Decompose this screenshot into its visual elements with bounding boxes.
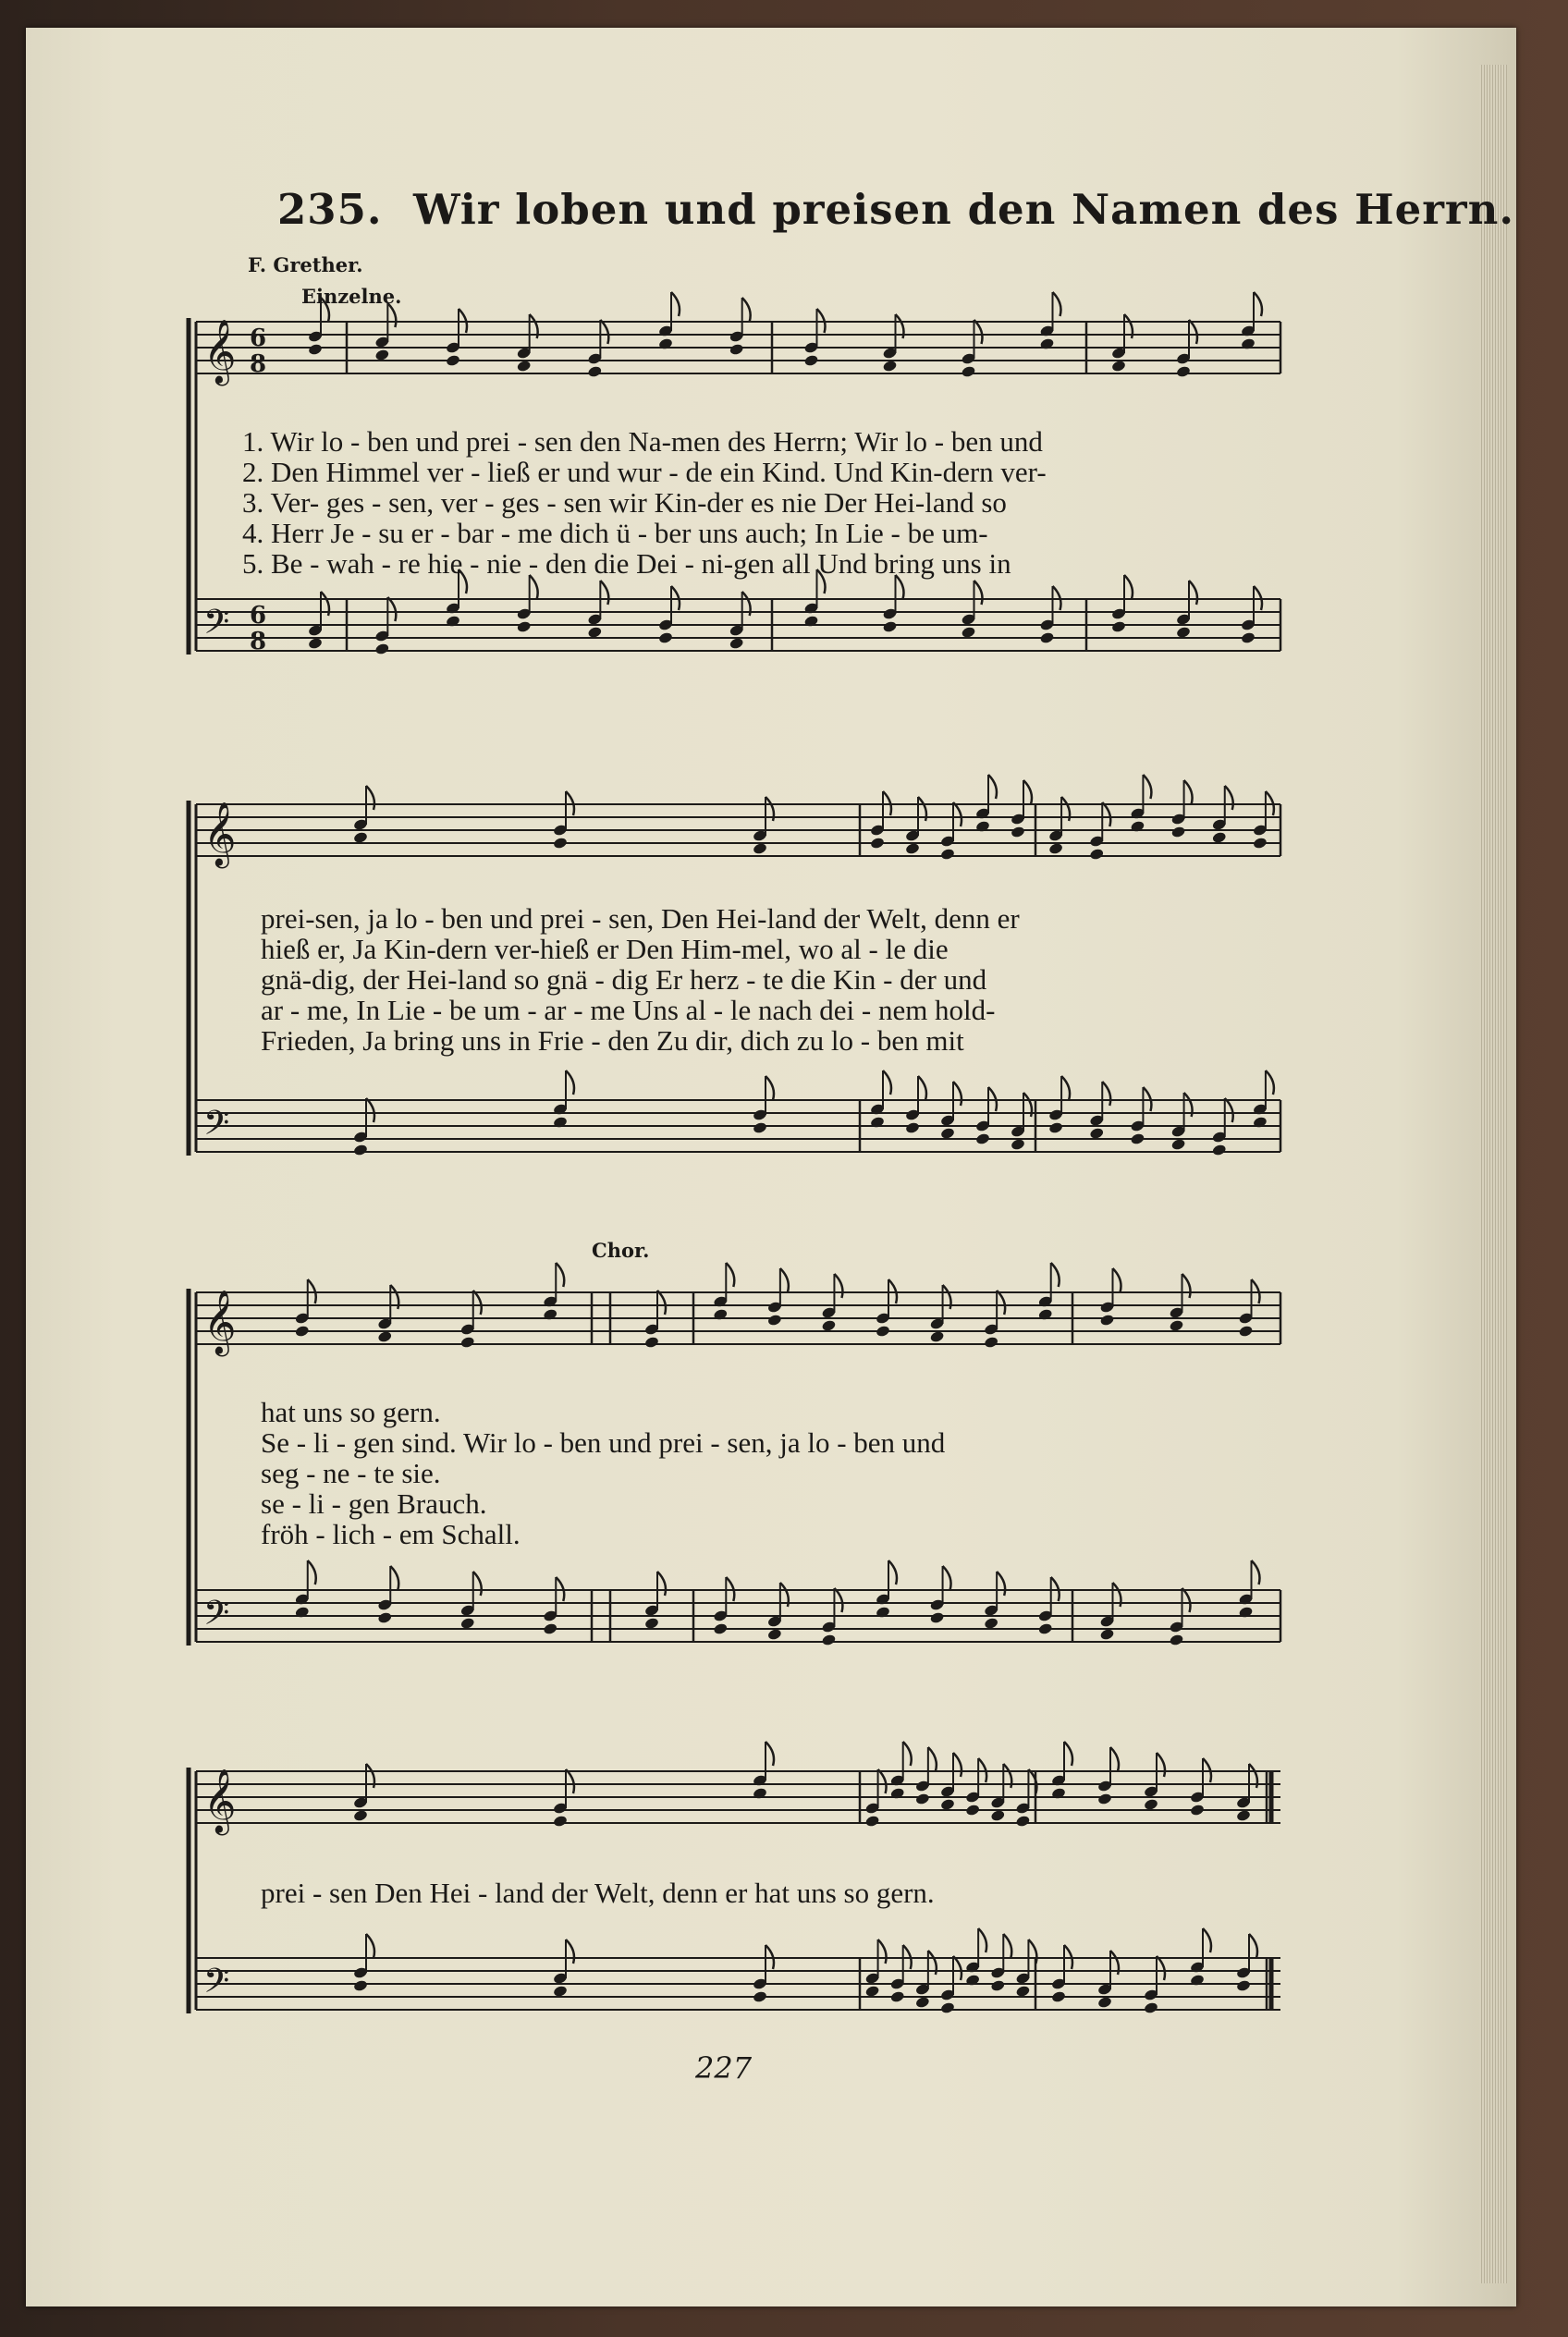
system1-treble-notehead xyxy=(961,365,976,378)
system4-bass-notehead xyxy=(553,1985,569,1998)
system4-bass-flag xyxy=(878,1939,887,1964)
system3-treble-flag xyxy=(997,1291,1005,1315)
lyric-line: 2. Den Himmel ver - ließ er und wur - de ein Kind. Und Kin-dern ver- xyxy=(242,456,1047,488)
system1-treble-flag xyxy=(1189,320,1197,344)
system4-treble-clef-icon: 𝄞 xyxy=(203,1768,237,1833)
system4-treble-flag xyxy=(1157,1753,1165,1777)
system4-treble-flag xyxy=(903,1742,912,1766)
system3-bass-clef-icon: 𝄢 xyxy=(203,1594,230,1641)
lyric-line: hat uns so gern. xyxy=(261,1396,441,1428)
system4-bass-flag xyxy=(566,1939,574,1964)
system2-treble-notehead xyxy=(753,842,768,855)
system2-treble-flag xyxy=(1184,780,1193,804)
system4-treble-flag xyxy=(1064,1742,1072,1766)
system2-bass-flag xyxy=(953,1082,962,1106)
lyric-line: prei - sen Den Hei - land der Welt, denn er hat uns so gern. xyxy=(261,1877,935,1909)
system2-treble-notehead xyxy=(1011,826,1026,838)
system1-treble-notehead xyxy=(729,343,744,356)
system1-bass-notehead xyxy=(729,637,744,650)
system3-bass-notehead xyxy=(984,1617,999,1630)
system4-bass-flag xyxy=(1157,1956,1165,1980)
system3-treble-clef-icon: 𝄞 xyxy=(203,1290,237,1354)
system2-bass-notehead xyxy=(975,1132,991,1145)
system2-bass-flag xyxy=(366,1098,374,1122)
system2-bass-flag xyxy=(766,1076,774,1100)
system1-bass-notehead xyxy=(658,631,674,644)
system2-bass-notehead xyxy=(753,1121,768,1134)
system2-treble-flag xyxy=(366,786,374,810)
voice-marking: Einzelne. xyxy=(301,285,402,308)
system2-treble-notehead xyxy=(353,831,369,844)
system1-treble-flag xyxy=(600,320,608,344)
hymn-number: 235. xyxy=(277,185,383,234)
system2-treble-notehead xyxy=(1253,837,1268,850)
system4-treble-notehead xyxy=(1097,1793,1113,1805)
system2-treble-notehead xyxy=(940,848,956,861)
system1-time-sig: 6 xyxy=(250,324,267,352)
lyric-line: seg - ne - te sie. xyxy=(261,1457,441,1489)
system3-bass-flag xyxy=(943,1566,951,1590)
system2-treble-notehead xyxy=(553,837,569,850)
system3-bass-notehead xyxy=(821,1633,837,1646)
system3-bass-notehead xyxy=(929,1611,945,1624)
system1-bass-notehead xyxy=(516,620,532,633)
system3-bass-flag xyxy=(308,1560,316,1585)
system2-treble-notehead xyxy=(1089,848,1105,861)
system4-bass-flag xyxy=(1203,1928,1211,1952)
system3-treble-notehead xyxy=(929,1330,945,1343)
system4-treble-notehead xyxy=(553,1815,569,1828)
lyric-line: 3. Ver- ges - sen, ver - ges - sen wir Kin-der es nie Der Hei-land so xyxy=(242,486,1007,519)
system1-bass-notehead xyxy=(587,626,603,639)
system3-treble-flag xyxy=(726,1263,734,1287)
system2-treble-clef-icon: 𝄞 xyxy=(203,801,237,866)
system4-treble-notehead xyxy=(1190,1804,1206,1817)
system3-treble-flag xyxy=(780,1268,789,1292)
system1-treble-flag xyxy=(742,298,751,322)
system1-bass-notehead xyxy=(1039,631,1055,644)
system1-bass-notehead xyxy=(1241,631,1256,644)
system2-treble-flag xyxy=(1023,780,1032,804)
system4-bass-flag xyxy=(1003,1934,1011,1958)
lyric-line: Frieden, Ja bring uns in Frie - den Zu dir, dich zu lo - ben mit xyxy=(261,1024,964,1057)
system3-bass-flag xyxy=(473,1572,482,1596)
system3-bass-flag xyxy=(888,1560,897,1585)
system3-treble-notehead xyxy=(1238,1325,1254,1338)
system4-bass-notehead xyxy=(864,1985,880,1998)
system3-treble-notehead xyxy=(767,1314,783,1327)
system1-treble-clef-icon: 𝄞 xyxy=(203,319,237,384)
system1-treble-notehead xyxy=(446,354,461,367)
system4-treble-notehead xyxy=(1144,1798,1159,1811)
system2-bass-flag xyxy=(1061,1076,1070,1100)
system3-treble-flag xyxy=(473,1291,482,1315)
system3-bass-flag xyxy=(390,1566,398,1590)
system4-treble-notehead xyxy=(940,1798,956,1811)
system1-treble-notehead xyxy=(1111,360,1127,373)
system4-bass-notehead xyxy=(940,2001,956,2014)
system2-treble-notehead xyxy=(870,837,886,850)
composer-credit: F. Grether. xyxy=(248,253,363,276)
system1-bass-notehead xyxy=(961,626,976,639)
system4-treble-notehead xyxy=(965,1804,981,1817)
lyric-line: se - li - gen Brauch. xyxy=(261,1487,487,1520)
system2-treble-notehead xyxy=(1048,842,1064,855)
system1-bass-notehead xyxy=(882,620,898,633)
system4-bass-notehead xyxy=(889,1990,905,2003)
system3-bass-flag xyxy=(1182,1588,1191,1612)
system2-bass-notehead xyxy=(1170,1138,1186,1151)
system1-bass-flag xyxy=(974,581,983,605)
system1-bass-flag xyxy=(600,581,608,605)
system3-bass-notehead xyxy=(1037,1622,1053,1635)
system3-treble-flag xyxy=(556,1263,564,1287)
system2-treble-flag xyxy=(953,802,962,826)
system3-bass-notehead xyxy=(543,1622,558,1635)
system4-bass-notehead xyxy=(1097,1996,1113,2009)
system4-treble-flag xyxy=(878,1769,887,1793)
system4-treble-flag xyxy=(1110,1747,1119,1771)
system4-bass-clef-icon: 𝄢 xyxy=(203,1962,230,2009)
system4-treble-notehead xyxy=(353,1809,369,1822)
system3-bass-flag xyxy=(997,1572,1005,1596)
system1-treble-notehead xyxy=(1176,365,1192,378)
system1-treble-flag xyxy=(1053,292,1061,316)
system4-treble-flag xyxy=(566,1769,574,1793)
system4-bass-notehead xyxy=(753,1990,768,2003)
system2-bass-flag xyxy=(1266,1071,1274,1095)
system2-bass-notehead xyxy=(1048,1121,1064,1134)
system1-time-sig: 6 xyxy=(250,602,267,630)
system4-bass-notehead xyxy=(1144,2001,1159,2014)
system2-bass-notehead xyxy=(353,1144,369,1156)
system3-bass-flag xyxy=(657,1572,666,1596)
system3-treble-flag xyxy=(657,1291,666,1315)
system3-bass-notehead xyxy=(713,1622,729,1635)
lyric-line: 4. Herr Je - su er - bar - me dich ü - ber uns auch; In Lie - be um- xyxy=(242,517,988,549)
system1-treble-notehead xyxy=(374,349,390,361)
system4-bass-flag xyxy=(366,1934,374,1958)
system3-bass-notehead xyxy=(1099,1628,1115,1641)
system3-treble-flag xyxy=(1182,1274,1191,1298)
system2-bass-clef-icon: 𝄢 xyxy=(203,1104,230,1151)
system3-treble-notehead xyxy=(984,1336,999,1349)
system3-bass-notehead xyxy=(644,1617,660,1630)
system2-treble-flag xyxy=(1102,802,1110,826)
system3-treble-notehead xyxy=(377,1330,393,1343)
system2-bass-flag xyxy=(566,1071,574,1095)
system4-treble-flag xyxy=(928,1747,937,1771)
system1-treble-notehead xyxy=(308,343,324,356)
system4-treble-notehead xyxy=(915,1793,931,1805)
hymn-title-text: Wir loben und preisen den Namen des Herrn. xyxy=(412,185,1515,234)
system2-bass-notehead xyxy=(905,1121,921,1134)
system3-bass-notehead xyxy=(377,1611,393,1624)
system3-treble-notehead xyxy=(1099,1314,1115,1327)
system1-bass-notehead xyxy=(1111,620,1127,633)
system3-treble-notehead xyxy=(1169,1319,1184,1332)
system4-treble-notehead xyxy=(1236,1809,1252,1822)
lyric-line: gnä-dig, der Hei-land so gnä - dig Er herz - te die Kin - der und xyxy=(261,963,987,996)
system3-treble-notehead xyxy=(644,1336,660,1349)
system4-bass-notehead xyxy=(1051,1990,1067,2003)
system1-bass-flag xyxy=(387,597,396,621)
system1-treble-notehead xyxy=(587,365,603,378)
system1-treble-flag xyxy=(974,320,983,344)
system2-bass-flag xyxy=(918,1076,926,1100)
system2-treble-notehead xyxy=(1170,826,1186,838)
system2-treble-notehead xyxy=(905,842,921,855)
system4-treble-notehead xyxy=(990,1809,1006,1822)
system1-bass-notehead xyxy=(308,637,324,650)
lyric-line: hieß er, Ja Kin-dern ver-hieß er Den Him-mel, wo al - le die xyxy=(261,933,949,965)
system3-treble-notehead xyxy=(294,1325,310,1338)
system1-bass-flag xyxy=(1189,581,1197,605)
system4-treble-notehead xyxy=(864,1815,880,1828)
system4-bass-flag xyxy=(953,1956,962,1980)
hymn-title xyxy=(277,185,1514,234)
system1-treble-flag xyxy=(1254,292,1262,316)
system3-bass-flag xyxy=(1252,1560,1260,1585)
lyric-line: fröh - lich - em Schall. xyxy=(261,1518,521,1550)
system3-bass-notehead xyxy=(767,1628,783,1641)
system2-bass-notehead xyxy=(1130,1132,1145,1145)
lyric-line: ar - me, In Lie - be um - ar - me Uns al - le nach dei - nem hold- xyxy=(261,994,996,1026)
system3-treble-flag xyxy=(1051,1263,1060,1287)
system3-bass-flag xyxy=(834,1588,842,1612)
system2-bass-notehead xyxy=(1089,1127,1105,1140)
system1-bass-notehead xyxy=(374,642,390,655)
lyric-line: Se - li - gen sind. Wir lo - ben und prei - sen, ja lo - ben und xyxy=(261,1426,946,1459)
system3-treble-flag xyxy=(1113,1268,1121,1292)
system1-bass-flag xyxy=(1124,575,1133,599)
system2-bass-flag xyxy=(1225,1098,1233,1122)
lyric-line: 1. Wir lo - ben und prei - sen den Na-men des Herrn; Wir lo - ben und xyxy=(242,425,1043,458)
system3-treble-notehead xyxy=(821,1319,837,1332)
system1-bass-notehead xyxy=(1176,626,1192,639)
system4-bass-notehead xyxy=(915,1996,931,2009)
system4-bass-notehead xyxy=(1236,1979,1252,1992)
system1-bass-clef-icon: 𝄢 xyxy=(203,603,230,650)
system2-bass-flag xyxy=(883,1071,891,1095)
system4-bass-flag xyxy=(978,1928,986,1952)
system2-bass-notehead xyxy=(1211,1144,1227,1156)
system1-treble-flag xyxy=(671,292,680,316)
system4-treble-flag xyxy=(766,1742,774,1766)
system1-time-sig: 8 xyxy=(250,628,267,655)
system4-treble-notehead xyxy=(1015,1815,1031,1828)
system3-treble-notehead xyxy=(876,1325,891,1338)
system1-treble-notehead xyxy=(516,360,532,373)
system4-bass-notehead xyxy=(1015,1985,1031,1998)
system2-treble-flag xyxy=(1143,775,1151,799)
system2-bass-flag xyxy=(1102,1082,1110,1106)
system2-bass-notehead xyxy=(940,1127,956,1140)
system2-treble-flag xyxy=(1225,786,1233,810)
system4-treble-flag xyxy=(953,1753,962,1777)
lyric-line: 5. Be - wah - re hie - nie - den die Dei - ni-gen all Und bring uns in xyxy=(242,547,1011,580)
system3-treble-flag xyxy=(834,1274,842,1298)
system1-time-sig: 8 xyxy=(250,350,267,378)
system3-bass-notehead xyxy=(1169,1633,1184,1646)
system4-bass-notehead xyxy=(353,1979,369,1992)
lyric-line: prei-sen, ja lo - ben und prei - sen, Den Hei-land der Welt, denn er xyxy=(261,902,1020,935)
system3-treble-notehead xyxy=(459,1336,475,1349)
system1-treble-notehead xyxy=(882,360,898,373)
system2-bass-notehead xyxy=(1011,1138,1026,1151)
chorus-marking: Chor. xyxy=(592,1239,650,1262)
system3-bass-notehead xyxy=(459,1617,475,1630)
system4-bass-flag xyxy=(1249,1934,1257,1958)
system2-treble-notehead xyxy=(1211,831,1227,844)
system2-treble-flag xyxy=(988,775,997,799)
system4-bass-notehead xyxy=(990,1979,1006,1992)
system1-treble-notehead xyxy=(803,354,819,367)
page-number: 227 xyxy=(695,2050,753,2086)
